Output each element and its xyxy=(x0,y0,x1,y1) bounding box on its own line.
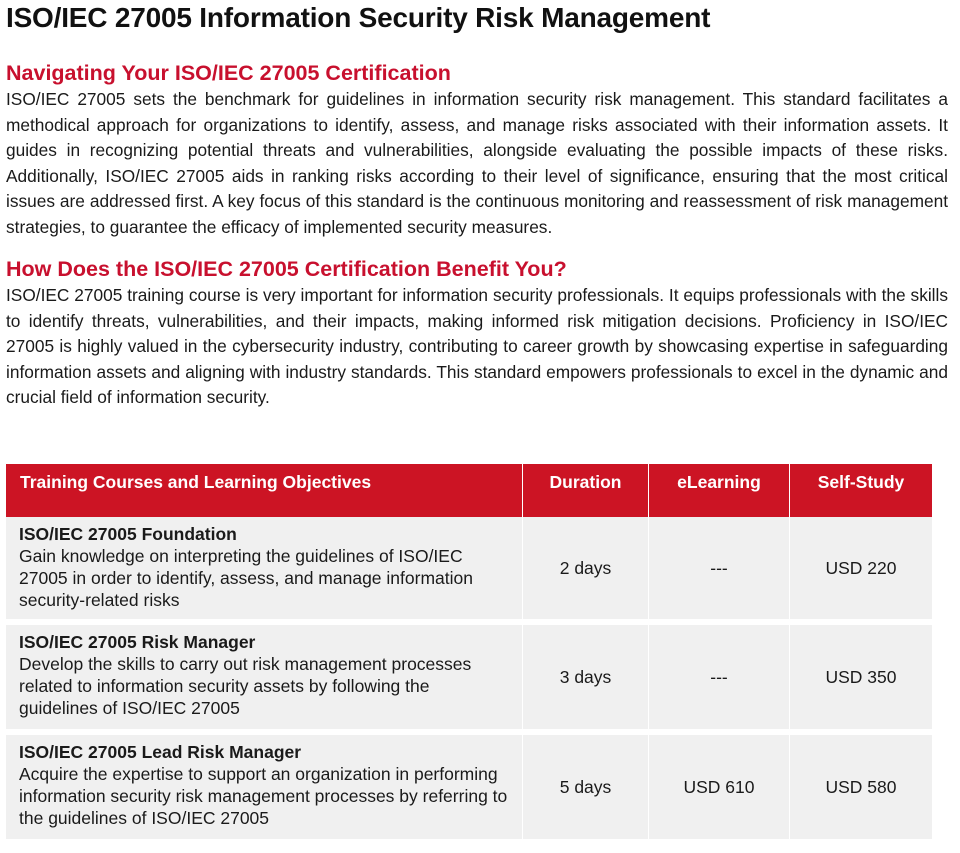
course-title: ISO/IEC 27005 Foundation xyxy=(19,524,237,544)
course-title: ISO/IEC 27005 Risk Manager xyxy=(19,632,256,652)
course-description: Gain knowledge on interpreting the guidelines of ISO/IEC 27005 in order to identify, assess, and manage information security-related risks xyxy=(19,546,473,610)
page-title: ISO/IEC 27005 Information Security Risk Management xyxy=(6,2,711,33)
course-cell xyxy=(6,625,523,735)
table-row xyxy=(6,517,932,625)
course-description: Acquire the expertise to support an organization in performing information security risk management processes by referring to the guidelines of ISO/IEC 27005 xyxy=(19,764,508,828)
table-row xyxy=(6,735,932,839)
course-title: ISO/IEC 27005 Lead Risk Manager xyxy=(19,742,302,762)
section-heading-benefits: How Does the ISO/IEC 27005 Certification Benefit You? xyxy=(6,257,567,281)
table-row xyxy=(6,625,932,735)
self-study-cell: USD 220 xyxy=(790,517,932,625)
duration-cell: 2 days xyxy=(523,517,649,625)
self-study-cell: USD 580 xyxy=(790,735,932,839)
duration-cell: 3 days xyxy=(523,625,649,735)
self-study-cell: USD 350 xyxy=(790,625,932,735)
course-description: Develop the skills to carry out risk management processes related to information security assets by following the guidelines of ISO/IEC 27005 xyxy=(19,654,472,718)
elearning-cell: --- xyxy=(649,625,790,735)
header-elearning: eLearning xyxy=(649,464,790,517)
course-cell xyxy=(6,517,523,625)
course-cell xyxy=(6,735,523,839)
duration-cell: 5 days xyxy=(523,735,649,839)
header-courses: Training Courses and Learning Objectives xyxy=(6,464,523,517)
elearning-cell: USD 610 xyxy=(649,735,790,839)
courses-table xyxy=(6,464,932,839)
section-body-navigating: ISO/IEC 27005 sets the benchmark for guidelines in information security risk management. This standard facilitates a methodical approach for organizations to identify, assess, and manage risks associated with their information assets. It guides in recognizing potential threats and vulnerabilities, alongside evaluating the possible impacts of these risks. Additionally, ISO/IEC 27005 aids in ranking risks according to their level of significance, ensuring that the most critical issues are addressed first. A key focus of this standard is the continuous monitoring and reassessment of risk management strategies, to guarantee the efficacy of implemented security measures. xyxy=(6,89,948,237)
elearning-cell: --- xyxy=(649,517,790,625)
section-heading-navigating: Navigating Your ISO/IEC 27005 Certification xyxy=(6,61,451,85)
section-body-benefits: ISO/IEC 27005 training course is very important for information security professionals. It equips professionals with the skills to identify threats, vulnerabilities, and their impacts, making informed risk mitigation decisions. Proficiency in ISO/IEC 27005 is highly valued in the cybersecurity industry, contributing to career growth by showcasing expertise in safeguarding information assets and aligning with industry standards. This standard empowers professionals to excel in the dynamic and crucial field of information security. xyxy=(6,285,948,407)
header-self-study: Self-Study xyxy=(790,464,932,517)
table-header-row xyxy=(6,464,932,517)
header-duration: Duration xyxy=(523,464,649,517)
